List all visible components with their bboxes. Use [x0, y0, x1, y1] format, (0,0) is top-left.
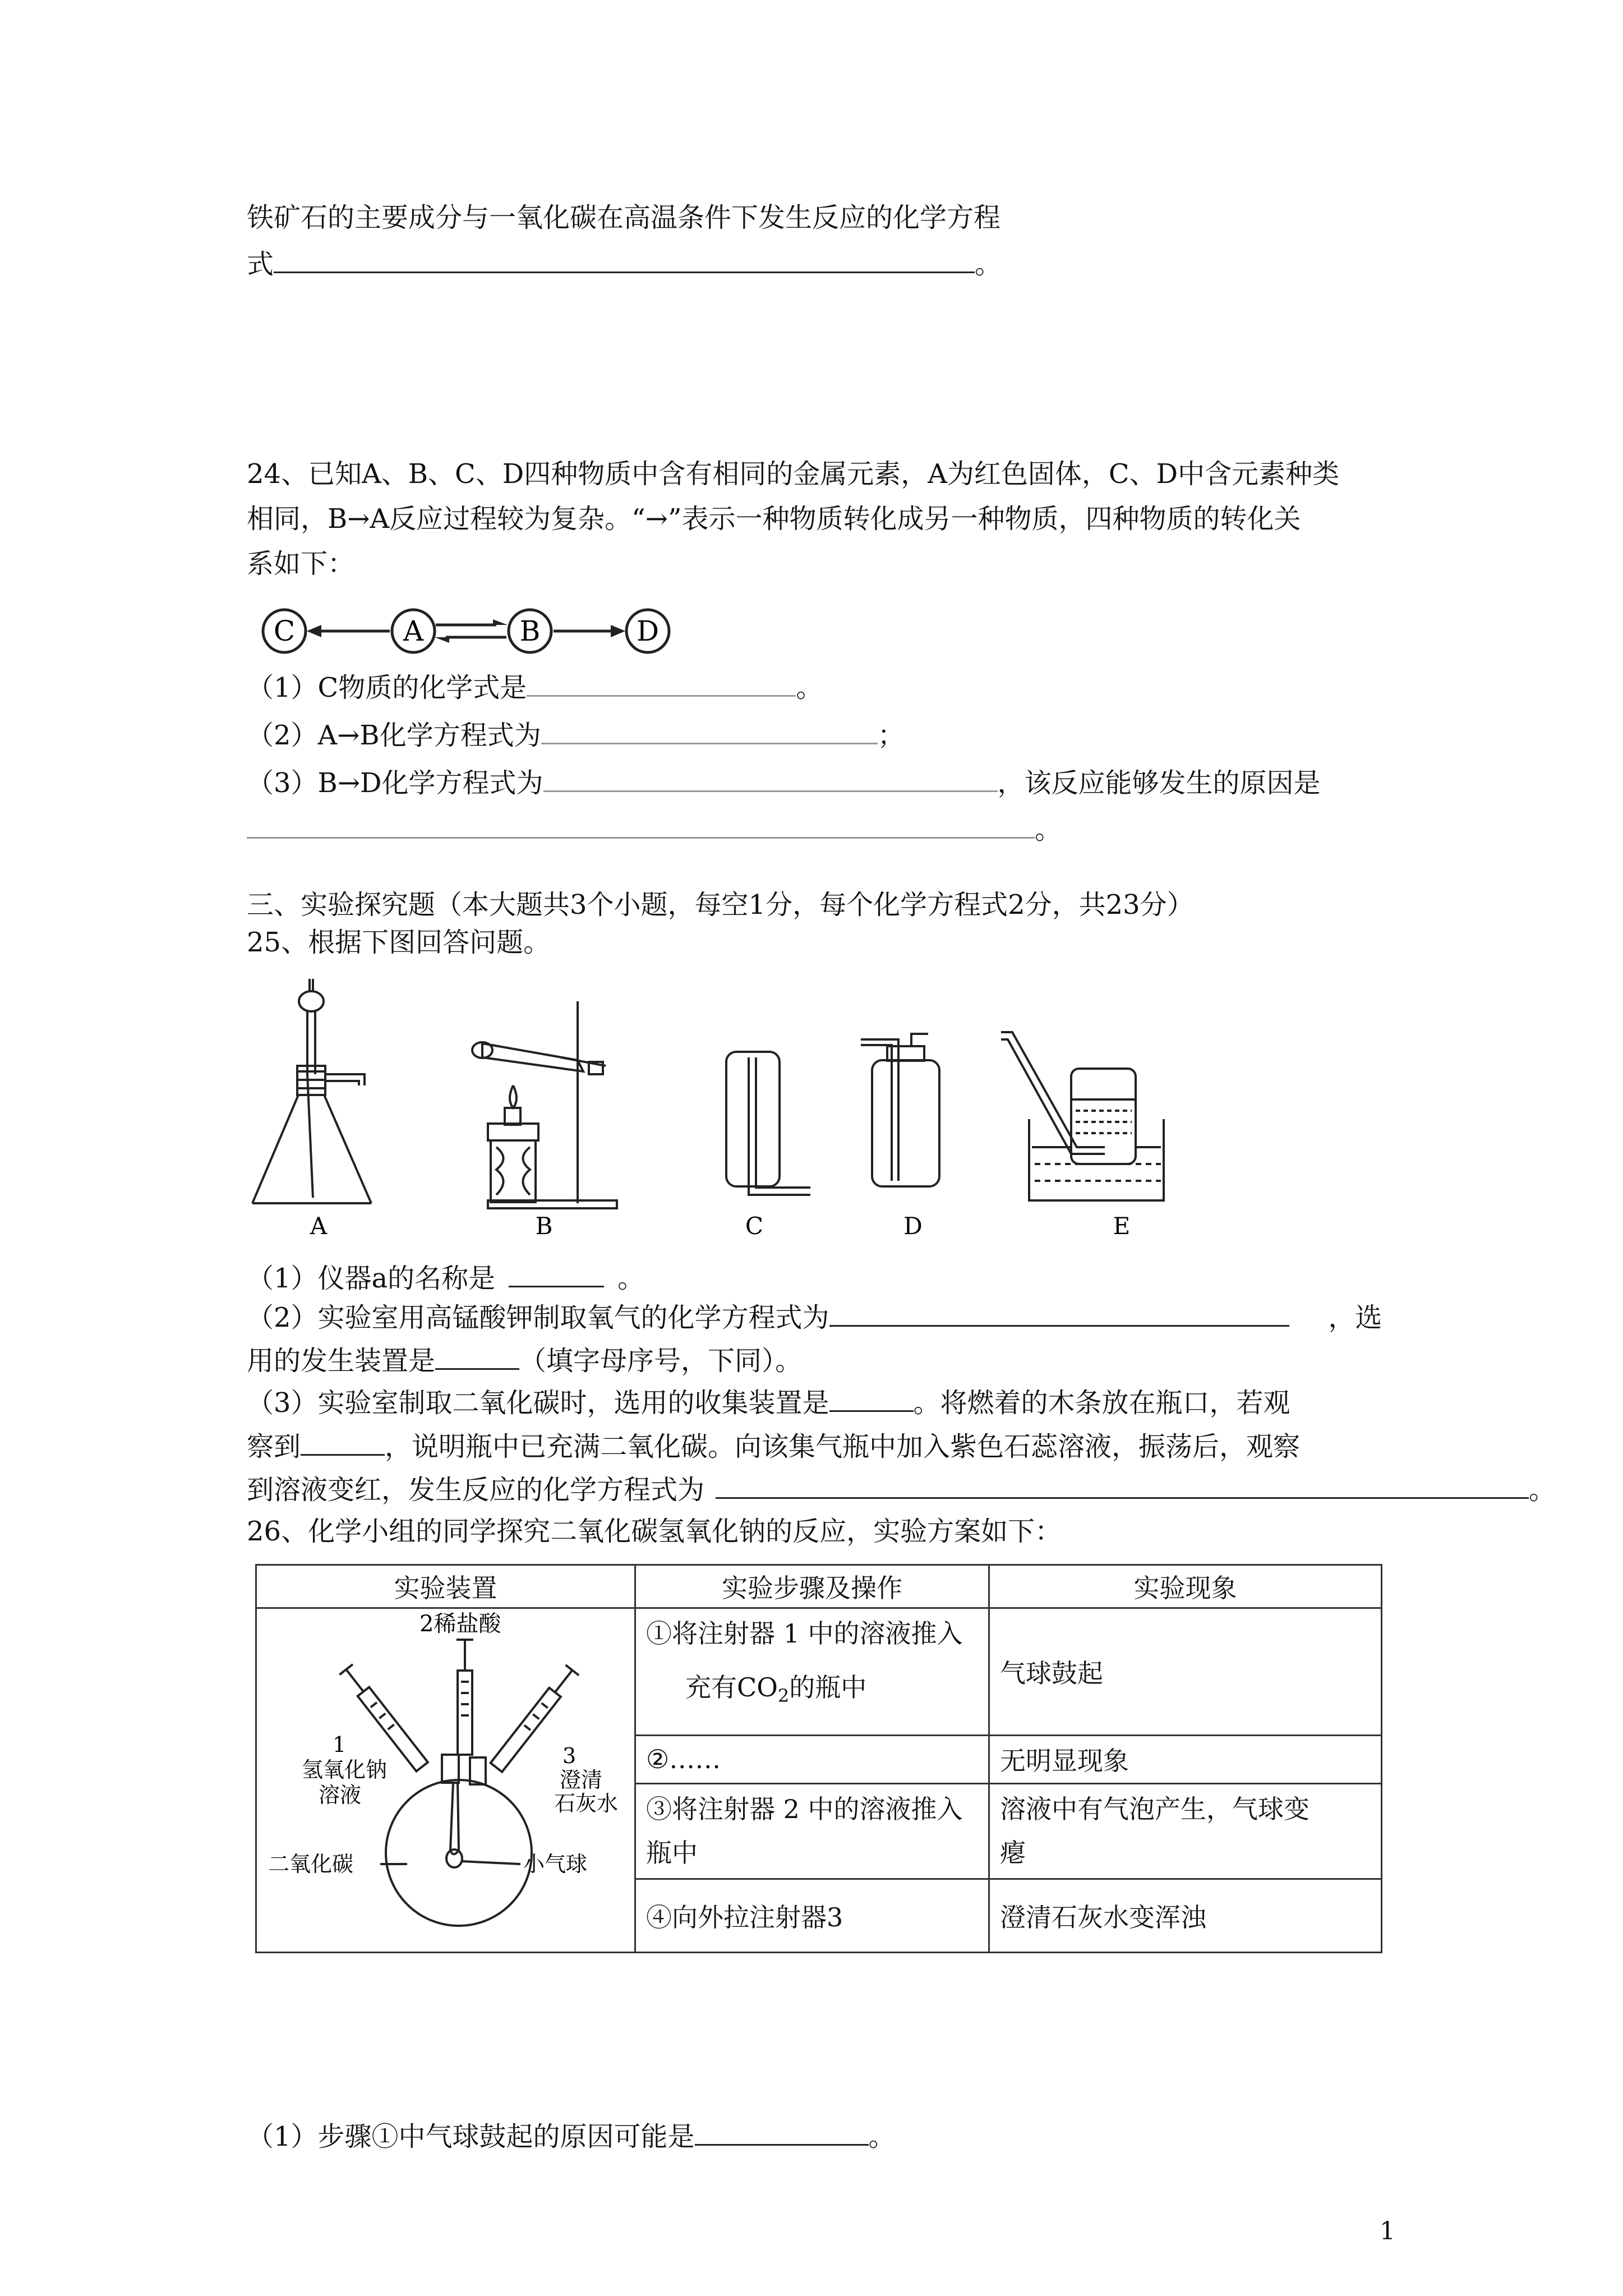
- label-balloon: 小气球: [523, 1852, 588, 1876]
- step-1: ①将注射器 1 中的溶液推入 充有$CO_2$的瓶中: [635, 1608, 989, 1736]
- apparatus-a: [252, 979, 371, 1203]
- q24-sub2-blank[interactable]: [541, 718, 878, 744]
- syringe-flask-diagram: [257, 1609, 630, 1945]
- q24-node-c: C: [273, 615, 296, 647]
- apparatus-b: [472, 1001, 617, 1208]
- header-phenomena: 实验现象: [989, 1565, 1382, 1608]
- q25-sub2-line1: （2）实验室用高锰酸钾制取氧气的化学方程式为 ，选: [247, 1300, 1382, 1335]
- result-2: 无明显现象: [989, 1735, 1382, 1783]
- step-4: ④向外拉注射器3: [635, 1879, 989, 1953]
- q25-apparatus-figure: [247, 979, 1166, 1245]
- step-2: ②……: [635, 1735, 989, 1783]
- table-row: [256, 1608, 1382, 1736]
- label-syringe3-number: 3: [562, 1743, 577, 1768]
- q24-sub3-blank-reason[interactable]: [247, 812, 1035, 839]
- q24-sub1-blank[interactable]: [527, 670, 796, 697]
- q25-sub2-line2: 用的发生装置是 （填字母序号，下同）。: [247, 1343, 802, 1378]
- q24-intro-line3: 系如下：: [247, 548, 355, 579]
- q24-node-b: B: [519, 615, 541, 647]
- label-syringe3-line1: 澄清: [560, 1768, 603, 1792]
- q24-sub3-reason-line: 。: [247, 812, 1062, 846]
- q24-node-d: D: [636, 615, 660, 647]
- apparatus-cell: [256, 1608, 635, 1953]
- label-b: B: [535, 1212, 553, 1240]
- label-syringe2: 2稀盐酸: [419, 1611, 501, 1637]
- label-d: D: [903, 1212, 923, 1240]
- q24-intro-line2: 相同，B→A反应过程较为复杂。“→”表示一种物质转化成另一种物质，四种物质的转化关: [247, 503, 1301, 535]
- result-3: 溶液中有气泡产生，气球变 瘪: [989, 1783, 1382, 1879]
- q25-sub3-line3: 到溶液变红，发生反应的化学方程式为 。: [247, 1473, 1556, 1507]
- q25-sub3-line2: 察到 ，说明瓶中已充满二氧化碳。向该集气瓶中加入紫色石蕊溶液，振荡后，观察: [247, 1429, 1300, 1464]
- q24-sub1: （1）C物质的化学式是 。: [247, 670, 823, 705]
- q25-sub2-blank-equation[interactable]: [829, 1300, 1289, 1327]
- q26-experiment-table: [255, 1564, 1382, 1953]
- header-steps: 实验步骤及操作: [635, 1565, 989, 1608]
- result-1: 气球鼓起: [989, 1608, 1382, 1736]
- header-apparatus: 实验装置: [256, 1565, 635, 1608]
- q24-intro-line1: 24、已知A、B、C、D四种物质中含有相同的金属元素，A为红色固体，C、D中含元素种类: [247, 458, 1340, 490]
- q26-sub1-blank[interactable]: [695, 2119, 869, 2146]
- q25-title: 25、根据下图回答问题。: [247, 927, 551, 958]
- q23-line2: 式 。: [247, 247, 1002, 281]
- table-header-row: [256, 1565, 1382, 1608]
- q24-sub3-blank-equation[interactable]: [543, 766, 998, 792]
- q23-answer-blank[interactable]: [274, 247, 975, 273]
- q25-sub2-blank-device[interactable]: [435, 1343, 519, 1370]
- label-a: A: [310, 1212, 328, 1240]
- q24-sub3: （3）B→D化学方程式为 ，该反应能够发生的原因是: [247, 766, 1321, 800]
- q25-sub3-blank-observe[interactable]: [301, 1429, 385, 1456]
- q24-node-a: A: [403, 615, 424, 647]
- apparatus-d: [861, 1034, 939, 1186]
- q23-line1: 铁矿石的主要成分与一氧化碳在高温条件下发生反应的化学方程: [247, 202, 1001, 233]
- q25-sub3-line1: （3）实验室制取二氧化碳时，选用的收集装置是 。将燃着的木条放在瓶口，若观: [247, 1386, 1290, 1420]
- step-3: ③将注射器 2 中的溶液推入 瓶中: [635, 1783, 989, 1879]
- q26-title: 26、化学小组的同学探究二氧化碳氢氧化钠的反应，实验方案如下：: [247, 1516, 1062, 1547]
- q25-sub3-blank-equation[interactable]: [716, 1473, 1529, 1499]
- result-4: 澄清石灰水变浑浊: [989, 1879, 1382, 1953]
- label-c: C: [745, 1212, 764, 1240]
- q25-sub3-blank-collector[interactable]: [829, 1386, 914, 1412]
- q24-conversion-diagram: [255, 600, 681, 662]
- label-syringe3-line2: 石灰水: [554, 1791, 619, 1816]
- page-number: 1: [1380, 2217, 1395, 2246]
- section3-title: 三、实验探究题（本大题共3个小题，每空1分，每个化学方程式2分，共23分）: [247, 889, 1194, 921]
- apparatus-e: [1001, 1032, 1164, 1200]
- apparatus-c: [726, 1052, 810, 1195]
- q25-sub1-blank[interactable]: [509, 1261, 604, 1287]
- q26-sub1: （1）步骤①中气球鼓起的原因可能是 。: [247, 2119, 896, 2154]
- label-e: E: [1113, 1212, 1131, 1240]
- label-syringe1-line1: 氢氧化钠: [302, 1757, 388, 1782]
- q25-sub1: （1）仪器a的名称是 。: [247, 1261, 644, 1295]
- label-syringe1-number: 1: [333, 1732, 347, 1757]
- q24-sub2: （2）A→B化学方程式为 ；: [247, 718, 905, 752]
- label-syringe1-line2: 溶液: [319, 1783, 362, 1807]
- label-flask: 二氧化碳: [268, 1852, 354, 1876]
